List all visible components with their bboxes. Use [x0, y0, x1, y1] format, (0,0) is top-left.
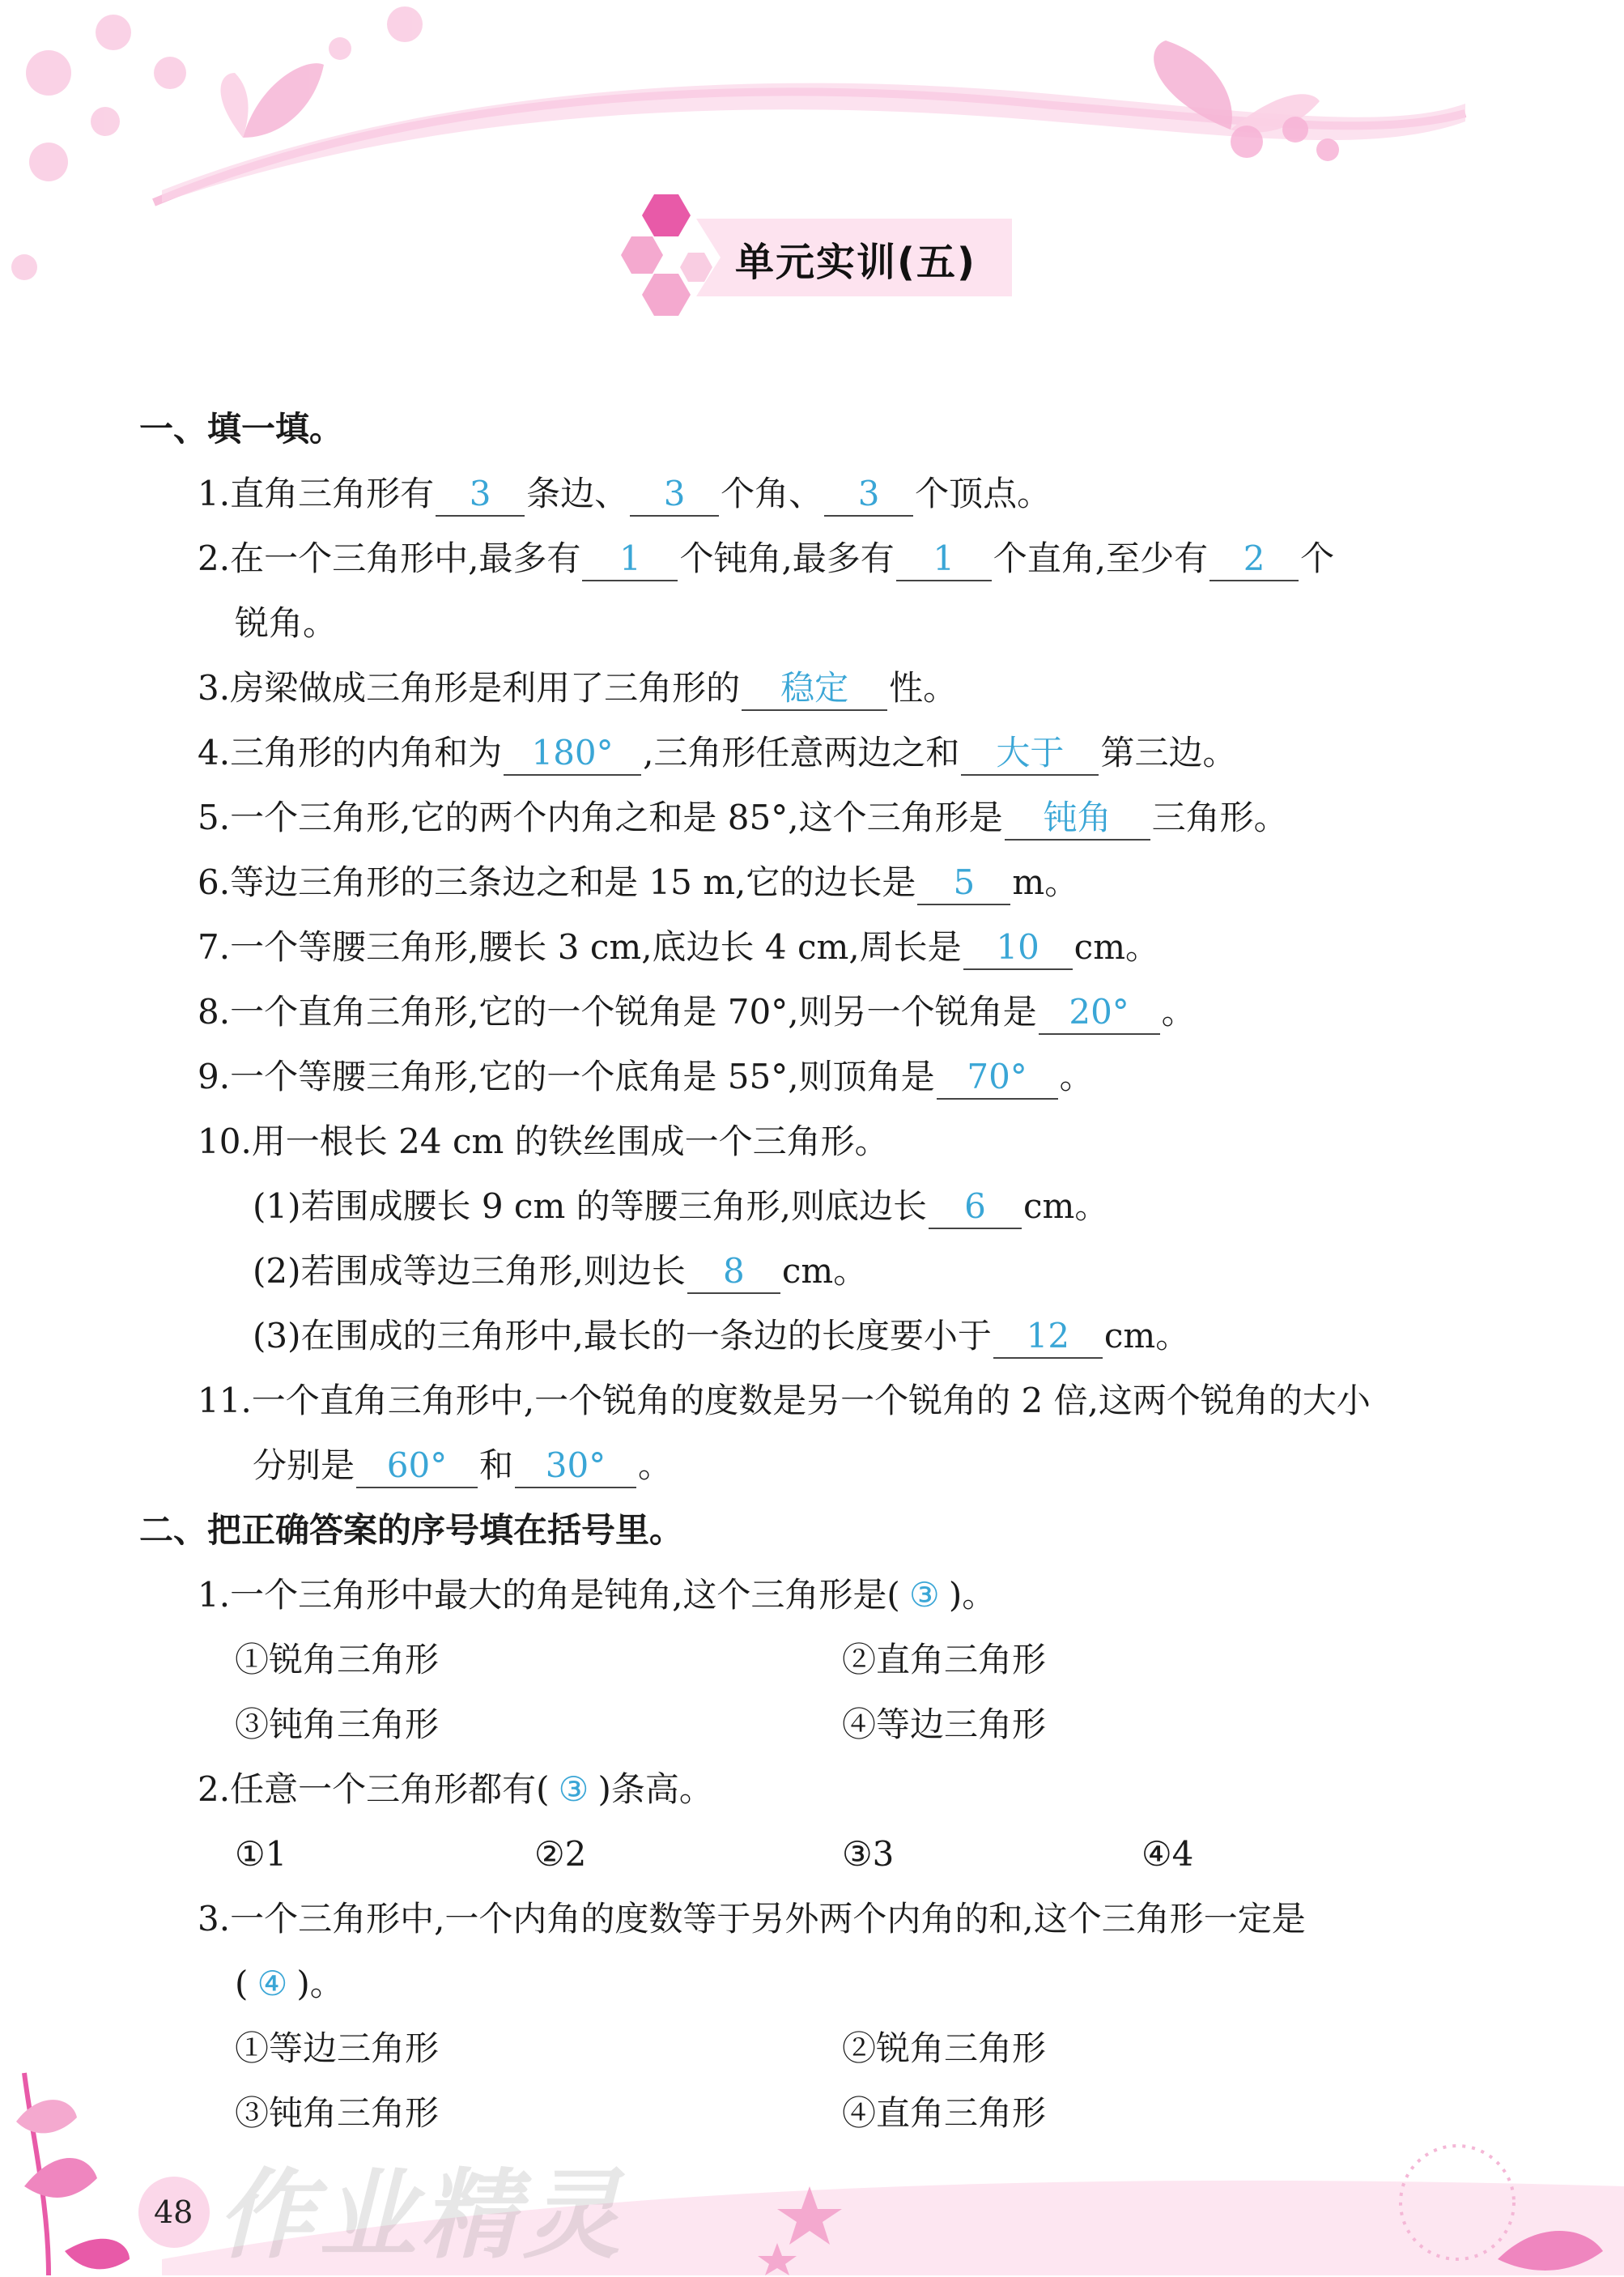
- answer-blank: 2: [1209, 538, 1299, 581]
- text: )。: [948, 1575, 997, 1615]
- text: 第三边。: [1100, 733, 1237, 772]
- answer-blank: 60°: [356, 1445, 478, 1488]
- answer-blank: 30°: [515, 1445, 636, 1488]
- answer-blank: 3: [436, 473, 525, 517]
- text: 5.一个三角形,它的两个内角之和是 85°,这个三角形是: [198, 798, 1003, 837]
- text: 1.一个三角形中最大的角是钝角,这个三角形是(: [198, 1575, 900, 1615]
- text: 个钝角,最多有: [679, 538, 895, 578]
- q1-5: [198, 794, 1288, 842]
- text: 分别是: [253, 1445, 355, 1485]
- q1-11: 11.一个直角三角形中,一个锐角的度数是另一个锐角的 2 倍,这两个锐角的大小: [198, 1381, 1371, 1420]
- option: ④直角三角形: [842, 2093, 1047, 2133]
- answer-choice: ③: [558, 1769, 589, 1809]
- answer-blank: 3: [630, 473, 719, 517]
- text: 条边、: [526, 474, 629, 513]
- text: (3)在围成的三角形中,最长的一条边的长度要小于: [253, 1316, 992, 1356]
- q1-10-stem: 10.用一根长 24 cm 的铁丝围成一个三角形。: [198, 1121, 889, 1161]
- text: 个顶点。: [915, 474, 1052, 513]
- answer-choice: ④: [257, 1964, 288, 2003]
- q2-3-cont: [235, 1960, 344, 2008]
- q1-1: [198, 470, 1051, 518]
- text: 和: [479, 1445, 514, 1485]
- page-title: 单元实训(五): [735, 240, 976, 285]
- answer-blank: 1: [896, 538, 992, 581]
- text: 8.一个直角三角形,它的一个锐角是 70°,则另一个锐角是: [198, 992, 1037, 1032]
- q1-3: [198, 664, 957, 713]
- page-number: 48: [154, 2194, 193, 2230]
- text: 个角、: [721, 474, 823, 513]
- text: 3.房梁做成三角形是利用了三角形的: [198, 668, 741, 708]
- watermark: 作业精灵: [217, 2160, 625, 2272]
- text: cm。: [781, 1251, 868, 1291]
- text: ,三角形任意两边之和: [643, 733, 960, 772]
- q1-4: [198, 729, 1236, 777]
- q1-8: [198, 988, 1196, 1036]
- answer-blank: 5: [917, 862, 1010, 905]
- answer-blank: 1: [582, 538, 678, 581]
- text: 个: [1300, 538, 1335, 578]
- top-ribbon-swoosh-2: [162, 83, 1465, 202]
- text: 。: [1161, 992, 1196, 1032]
- text: 9.一个等腰三角形,它的一个底角是 55°,则顶角是: [198, 1057, 935, 1096]
- answer-blank: 20°: [1039, 991, 1160, 1035]
- option: ②直角三角形: [842, 1640, 1047, 1679]
- text: 2.任意一个三角形都有(: [198, 1769, 550, 1809]
- answer-blank: 稳定: [742, 667, 887, 711]
- text: 。: [1059, 1057, 1094, 1096]
- text: m。: [1012, 862, 1079, 902]
- answer-blank: 3: [824, 473, 913, 517]
- q2-1: [198, 1571, 996, 1619]
- answer-blank: 12: [993, 1315, 1103, 1359]
- option: ②2: [534, 1834, 587, 1874]
- text: )条高。: [597, 1769, 713, 1809]
- option: ④4: [1141, 1834, 1194, 1874]
- text: 7.一个等腰三角形,腰长 3 cm,底边长 4 cm,周长是: [198, 927, 962, 967]
- butterfly-left-icon: [221, 63, 325, 138]
- q2-2: [198, 1765, 713, 1814]
- text: 1.直角三角形有: [198, 474, 435, 513]
- option: ④等边三角形: [842, 1705, 1047, 1744]
- text: cm。: [1073, 927, 1160, 967]
- text: (: [235, 1964, 249, 2003]
- answer-blank: 70°: [937, 1056, 1058, 1100]
- option: ②锐角三角形: [842, 2028, 1047, 2068]
- option: ①锐角三角形: [235, 1640, 440, 1679]
- section1-heading: 一、填一填。: [139, 409, 344, 449]
- q1-2-cont: 锐角。: [235, 603, 338, 643]
- q1-2: [198, 534, 1334, 583]
- option: ③3: [842, 1834, 895, 1874]
- text: cm。: [1022, 1186, 1109, 1226]
- text: 性。: [889, 668, 958, 708]
- q1-9: [198, 1053, 1094, 1101]
- text: )。: [296, 1964, 344, 2003]
- answer-blank: 钝角: [1005, 797, 1150, 841]
- q2-3: 3.一个三角形中,一个内角的度数等于另外两个内角的和,这个三角形一定是: [198, 1899, 1306, 1939]
- answer-blank: 10: [963, 926, 1073, 970]
- text: 三角形。: [1151, 798, 1288, 837]
- option: ③钝角三角形: [235, 1705, 440, 1744]
- answer-blank: 8: [687, 1250, 780, 1294]
- answer-choice: ③: [908, 1575, 940, 1615]
- q1-7: [198, 923, 1159, 972]
- answer-blank: 180°: [504, 732, 641, 776]
- text: 4.三角形的内角和为: [198, 733, 503, 772]
- text: (2)若围成等边三角形,则边长: [253, 1251, 686, 1291]
- text: 。: [638, 1445, 673, 1485]
- option: ①1: [235, 1834, 287, 1874]
- bottom-left-vine-icon: [16, 2073, 130, 2275]
- q1-10-3: [253, 1312, 1189, 1360]
- option: ①等边三角形: [235, 2028, 440, 2068]
- title-box: [622, 219, 1012, 306]
- text: cm。: [1103, 1316, 1190, 1356]
- answer-blank: 大于: [961, 732, 1099, 776]
- option: ③钝角三角形: [235, 2093, 440, 2133]
- text: 2.在一个三角形中,最多有: [198, 538, 581, 578]
- q1-6: [198, 858, 1078, 907]
- text: (1)若围成腰长 9 cm 的等腰三角形,则底边长: [253, 1186, 927, 1226]
- answer-blank: 6: [929, 1185, 1022, 1229]
- text: 6.等边三角形的三条边之和是 15 m,它的边长是: [198, 862, 916, 902]
- text: 个直角,至少有: [993, 538, 1209, 578]
- q1-10-1: [253, 1182, 1108, 1231]
- q1-10-2: [253, 1247, 867, 1296]
- q1-11-cont: [253, 1441, 672, 1490]
- section2-heading: 二、把正确答案的序号填在括号里。: [139, 1510, 684, 1550]
